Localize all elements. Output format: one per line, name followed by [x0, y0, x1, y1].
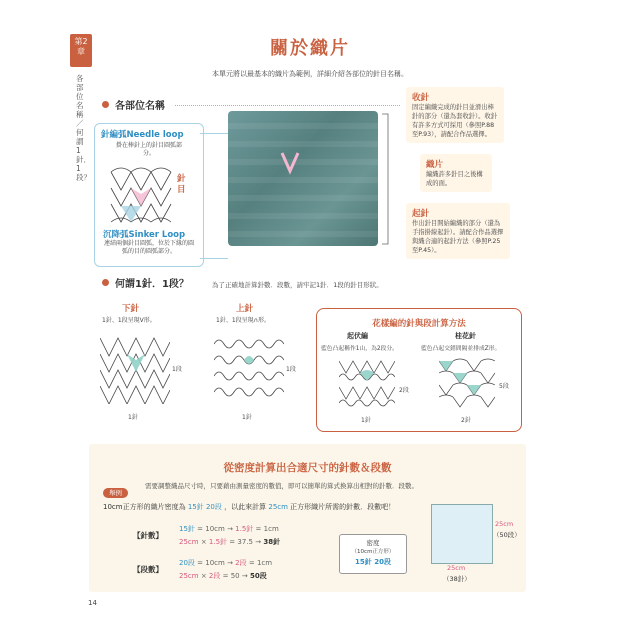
- needle-loop-label: 針編弧Needle loop: [101, 130, 184, 140]
- section-count-subtitle: 為了正確地計算針數．段數，請牢記1針．1段的針目形狀。: [212, 281, 383, 289]
- seed-title: 桂花針: [455, 332, 476, 340]
- connector-line: [200, 258, 228, 259]
- page-number: 14: [88, 599, 97, 607]
- bracket-icon: [380, 112, 392, 246]
- calc-text: = 37.5: [229, 538, 253, 546]
- pattern-count-box: [316, 308, 522, 432]
- calc-value: 2段: [235, 559, 247, 567]
- calc-text: = 10cm: [197, 525, 225, 533]
- bind-off-desc: 固定編織完成的針目並滑出棒針的部分（還為套收針）。收針有許多方式可採用（參照P.88至P.93），請配合作品選擇。: [412, 104, 498, 138]
- knit-title: 下針: [122, 304, 140, 314]
- sinker-loop-label: 沉降弧Sinker Loop: [103, 230, 186, 240]
- calc-value: 25cm: [179, 572, 199, 580]
- purl-desc: 1針、1段呈現∩形。: [216, 317, 271, 324]
- example-pill-wrap: [103, 480, 128, 499]
- seed-desc: 藍色凸起交錯間隔並排成Z形。: [421, 346, 501, 352]
- sinker-loop-desc: 連結兩個針目圓弧，位於下緣的圓弧的目的圓弧部分。: [103, 240, 194, 255]
- side-chapter-title: 各部位名稱／何謂1針．1段？: [76, 74, 91, 182]
- chapter-tab-line2: 章: [77, 47, 85, 56]
- calc-text: = 1cm: [248, 559, 273, 567]
- example-pill: 舉例: [103, 488, 128, 498]
- section-parts-heading: [102, 97, 165, 112]
- sentence-part: ，以此來計算: [224, 503, 267, 511]
- density-title: 密度: [366, 539, 380, 547]
- rows-line2: [179, 571, 267, 581]
- sentence-part: 正方形織片所需的針數．段數吧！: [290, 503, 396, 511]
- calc-value: 15針: [179, 525, 195, 533]
- gauge-sentence: [103, 502, 395, 512]
- stitch-diagram-icon: [109, 164, 175, 224]
- section-count-heading-text: 何謂1針．1段？: [115, 279, 189, 290]
- knit-desc: 1針、1段呈現V形。: [102, 317, 156, 324]
- density-box: [339, 534, 407, 574]
- sentence-value: 15針: [187, 503, 204, 511]
- page-title: 關於織片: [270, 38, 350, 59]
- density-sub: （10cm正方形）: [351, 549, 395, 555]
- arrow-icon: →: [241, 572, 248, 580]
- square-side-rows: （50段）: [493, 531, 521, 539]
- stitch-diagram-box: [94, 123, 204, 267]
- bind-off-label: 收針: [412, 93, 430, 103]
- knit-fabric-photo: [228, 111, 378, 246]
- stitches-line2: [179, 537, 280, 547]
- purl-stitch-diagram-icon: [214, 334, 284, 404]
- garter-desc: 藍色凸起稱作1山，為2段分。: [321, 346, 398, 352]
- garter-stitch-diagram-icon: [339, 355, 395, 409]
- page-intro: 本單元將以最基本的織片為範例，詳細介紹各部位的針目名稱。: [212, 70, 408, 78]
- calc-value: 1.5針: [208, 538, 228, 546]
- connector-line: [200, 133, 228, 134]
- calc-value: 2段: [208, 572, 221, 580]
- gauge-title: 從密度計算出合適尺寸的針數＆段數: [223, 462, 392, 474]
- rows-label: 【段數】: [133, 565, 163, 574]
- calc-value: 1.5針: [235, 525, 254, 533]
- stitches-label: 【針數】: [133, 531, 163, 540]
- square-side-cm: 25cm: [495, 520, 514, 528]
- calc-text: = 1cm: [255, 525, 279, 533]
- arrow-icon: →: [255, 538, 262, 546]
- knit-stitch-label: 1針: [128, 414, 138, 421]
- knit-stitch-diagram-icon: [100, 334, 170, 404]
- calc-value: 20段: [179, 559, 195, 567]
- knit-row-label: 1段: [172, 366, 182, 373]
- purl-stitch-label: 1針: [242, 414, 252, 421]
- calc-result: 38針: [263, 538, 281, 546]
- seed-row-label: 5段: [499, 383, 509, 390]
- section-count-heading: [102, 275, 189, 290]
- sentence-part: 10cm正方形的織片密度為: [103, 503, 186, 511]
- calc-result: 50段: [249, 572, 267, 580]
- fabric-desc: 編織許多針目之後構成的面。: [426, 171, 483, 187]
- rows-line1: [179, 558, 272, 568]
- stitch-label: 針目: [177, 174, 186, 195]
- gauge-lead: 需要調整織品尺寸時，只要藉由測量密度的數值，即可以簡單的算式換算出相對的針數．段數。: [145, 482, 418, 490]
- garter-row-label: 2段: [399, 387, 409, 394]
- purl-title: 上針: [236, 304, 254, 314]
- chapter-tab-line1: 第2: [74, 37, 88, 46]
- seed-stitch-diagram-icon: [439, 355, 495, 409]
- calc-text: = 50: [222, 572, 240, 580]
- fabric-label: 織片: [426, 160, 444, 170]
- calc-text: ×: [200, 572, 207, 580]
- bullet-icon: [102, 279, 109, 286]
- cast-on-box: [406, 203, 510, 259]
- stitches-line1: [179, 524, 279, 534]
- garter-stitch-label: 1針: [361, 417, 371, 424]
- square-bottom-stitches: （38針）: [443, 575, 471, 583]
- calc-value: 25cm: [179, 538, 199, 546]
- square-bottom-cm: 25cm: [447, 564, 466, 572]
- calc-text: ×: [200, 538, 207, 546]
- sentence-value: 25cm: [268, 503, 288, 511]
- stitch-highlight-icon: [280, 151, 300, 175]
- sentence-value: 20段: [205, 503, 222, 511]
- purl-row-label: 1段: [286, 366, 296, 373]
- density-value: 15針 20段: [355, 558, 391, 566]
- arrow-icon: →: [227, 559, 233, 567]
- fabric-box: [420, 154, 492, 192]
- pattern-title: 花樣編的針與段計算方法: [372, 319, 466, 329]
- seed-stitch-label: 2針: [461, 417, 471, 424]
- divider: [175, 105, 400, 106]
- needle-loop-desc: 掛在棒針上的針目圓弧部分。: [115, 142, 182, 157]
- cast-on-label: 起針: [412, 209, 430, 219]
- garter-title: 起伏編: [347, 332, 368, 340]
- arrow-icon: →: [227, 525, 233, 533]
- calc-text: = 10cm: [197, 559, 225, 567]
- bullet-icon: [102, 101, 109, 108]
- bind-off-box: [406, 87, 504, 143]
- square-fabric: [431, 504, 493, 564]
- section-parts-heading-text: 各部位名稱: [115, 101, 165, 112]
- gauge-panel: [89, 444, 526, 592]
- cast-on-desc: 作出針目開始編織的部分（還為手指掛線起針）。請配合作品選擇與織合適的起針方法（參照P.25至P.45）。: [412, 220, 504, 254]
